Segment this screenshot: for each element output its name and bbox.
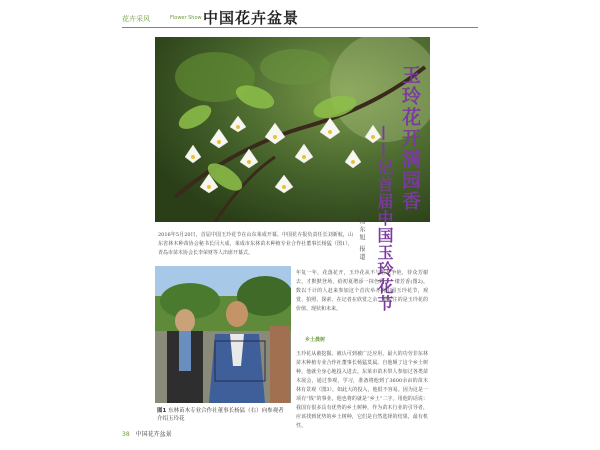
page-footer <box>122 429 172 438</box>
caption-label: 图1 <box>157 408 167 414</box>
article-subtitle: ——记首届中国玉玲花节 <box>375 125 394 312</box>
article-author: 杨东旭 报道 <box>358 218 365 262</box>
page-number: 38 <box>122 431 130 438</box>
section-heading: 乡土晨树 <box>305 337 326 343</box>
magazine-title: 中国花卉盆景 <box>203 9 300 27</box>
article-title: 玉玲花开满园香 <box>399 65 421 212</box>
body-paragraph-3: 玉玲花从被挖掘、被认可到被广泛应用，最大的功劳非东林苗木种植专业合作社董事长杨猛莫属。自他颠了这个乡土树种，他就全身心地投入进去。东莱市苗木带人参加过各类苗木展会，通过参观、学习，准备将他到了3600余亩的苗木林有景观（图3）。如此大的投入，他很不容易。因为这是一项有“钱”的事业，他也将的就是“乡土”二字。用他的话说：我国有很多具有优势的乡土树种，作为苗木行业的引导者，应该找到优势的乡土树种，它们是自然选择的结果，最有机性。 <box>296 351 428 429</box>
body-paragraph-2: 年复一年，花落花开，玉玲花从不与春花争艳，待众芳谢去，才默默登场，给初夏增添一抹色彩，一缕芳香(图2)。数以千计的人赶来参加这个首次举办的中国玉玲花节，观赏、拍照、探索，在记者在欣赏之余，更关注的是玉玲花的价值、现状和未来。 <box>296 270 428 312</box>
photo-caption <box>157 407 287 423</box>
section-tag-english: Flower Show <box>170 15 202 21</box>
header-divider <box>122 27 478 28</box>
section-tag: 花卉采风 <box>122 15 150 23</box>
caption-text: 东林苗木专业合作社董事长杨猛（右）向参观者介绍玉玲花 <box>157 408 284 422</box>
footer-magazine-name: 中国花卉盆景 <box>135 431 172 438</box>
intro-paragraph: 2016年5月20日，首届中国玉玲花节在山东莱成开幕。中国花卉报负责任长刘新航，山东省林木种苗协会秘书长闫大成，莱成市东林苗木种植专业合作社董事长杨猛（图1），青岛市苗木协会长李荣财等人出席开幕式。 <box>158 232 353 256</box>
event-photo <box>155 266 291 403</box>
